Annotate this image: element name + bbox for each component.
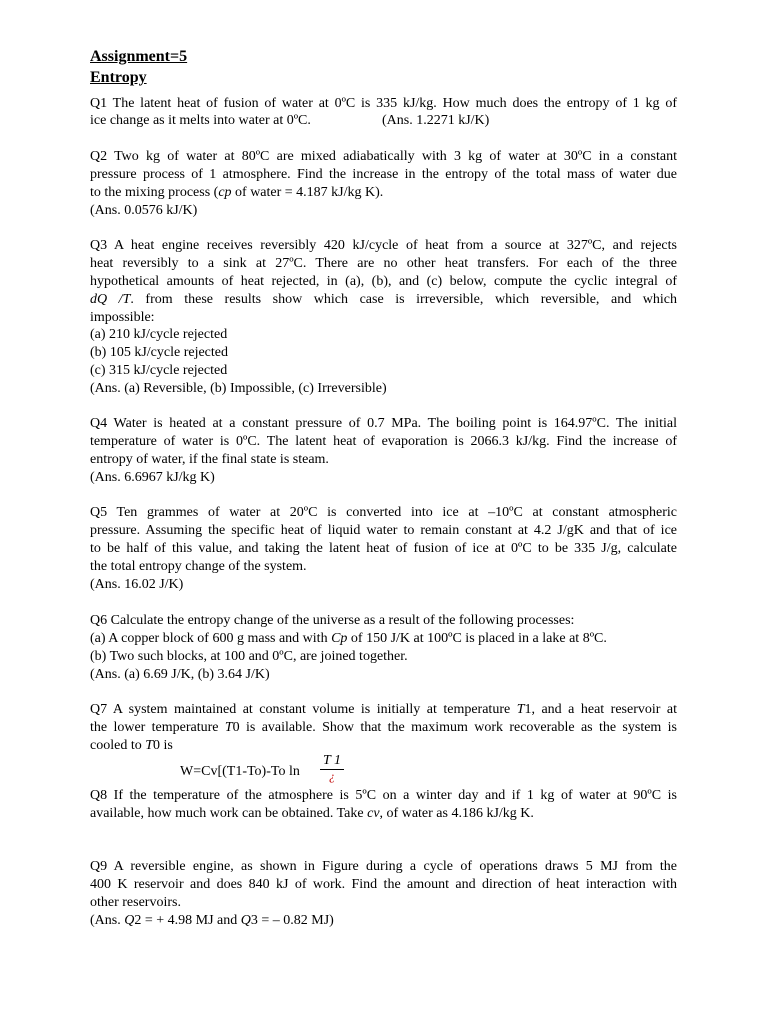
q3-option-b: (b) 105 kJ/cycle rejected [90, 345, 228, 360]
q7-text-1a: Q7 A system maintained at constant volume is initially at temperature [90, 702, 517, 717]
q8-line-2 [90, 805, 534, 822]
q6-answer: (Ans. (a) 6.69 J/K, (b) 3.64 J/K) [90, 667, 270, 682]
q4-answer: (Ans. 6.6967 kJ/kg K) [90, 470, 215, 485]
q9-q3-symbol: Q [240, 913, 251, 928]
q1-answer: (Ans. 1.2271 kJ/K) [382, 113, 490, 128]
q7-text-3a: cooled to [90, 738, 146, 753]
q1-text: ice change as it melts into water at 0ºC. [90, 113, 311, 128]
q2-line-3 [90, 184, 383, 201]
q9-q2-symbol: Q [124, 913, 135, 928]
q7-formula: W=Cv[(T1-To)-To ln [180, 764, 300, 779]
q5-answer: (Ans. 16.02 J/K) [90, 577, 184, 592]
q9-answer [90, 912, 334, 929]
q2-cp-symbol: cp [218, 185, 232, 200]
q3-option-c: (c) 315 kJ/cycle rejected [90, 363, 228, 378]
q9-ans-c: 2 = + 4.98 MJ and [134, 913, 241, 928]
q7-text-3c: 0 is [153, 738, 173, 753]
q9-ans-a: (Ans. [90, 913, 125, 928]
q1-line-1: Q1 The latent heat of fusion of water at 0ºC is 335 kJ/kg. How much does the entropy of 1 kg of [90, 96, 677, 111]
q5-line-3: to be half of this value, and taking the latent heat of fusion of ice at 0ºC to be 335 J/g, calculate [90, 541, 677, 556]
q5-line-2: pressure. Assuming the specific heat of liquid water to remain constant at 4.2 J/gK and that of ice [90, 523, 677, 538]
q3-answer: (Ans. (a) Reversible, (b) Impossible, (c) Irreversible) [90, 381, 387, 396]
q2-line-2: pressure process of 1 atmosphere. Find the increase in the entropy of the total mass of water due [90, 167, 677, 182]
q5-line-1: Q5 Ten grammes of water at 20ºC is converted into ice at –10ºC at constant atmospheric [90, 505, 677, 520]
q3-line-2: heat reversibly to a sink at 27ºC. There are no other heat transfers. For each of the three [90, 256, 677, 271]
q9-ans-e: 3 = – 0.82 MJ) [250, 913, 334, 928]
q2-line-1: Q2 Two kg of water at 80ºC are mixed adiabatically with 3 kg of water at 30ºC in a constant [90, 149, 677, 164]
q4-line-1: Q4 Water is heated at a constant pressure of 0.7 MPa. The boiling point is 164.97ºC. The initial [90, 416, 677, 431]
q3-text-b: . from these results show which case is irreversible, which reversible, and which [130, 292, 677, 307]
q6-option-b: (b) Two such blocks, at 100 and 0ºC, are joined together. [90, 649, 408, 664]
q5-line-4: the total entropy change of the system. [90, 559, 307, 574]
q6-cp-symbol: Cp [331, 631, 348, 646]
q8-text-2c: , of water as 4.186 kJ/kg K. [379, 806, 534, 821]
q7-line-3 [90, 737, 173, 754]
q6-a-text-1: (a) A copper block of 600 g mass and with [90, 631, 332, 646]
q7-text-2c: 0 is available. Show that the maximum work recoverable as the system is [232, 720, 677, 735]
q7-t0-symbol: T [224, 720, 233, 735]
q2-text-c: of water = 4.187 kJ/kg K). [231, 185, 384, 200]
q7-line-2 [90, 719, 677, 736]
q9-line-2: 400 K reservoir and does 840 kJ of work. Find the amount and direction of heat interaction with [90, 877, 677, 892]
q8-cv-symbol: cv [367, 806, 380, 821]
q6-option-a [90, 630, 607, 647]
q3-line-4 [90, 291, 677, 308]
q7-fraction-numerator: T 1 [322, 753, 342, 768]
q7-t-symbol: T [516, 702, 525, 717]
q1-line-2 [90, 112, 677, 129]
q7-fraction [320, 754, 344, 782]
q9-line-1: Q9 A reversible engine, as shown in Figure during a cycle of operations draws 5 MJ from the [90, 859, 677, 874]
q7-text-1c: 1, and a heat reservoir at [524, 702, 678, 717]
q3-line-3: hypothetical amounts of heat rejected, in (a), (b), and (c) below, compute the cyclic integral of [90, 274, 677, 289]
q2-text-a: to the mixing process ( [90, 185, 219, 200]
q3-line-5: impossible: [90, 310, 155, 325]
q7-fraction-denominator: ¿ [329, 769, 335, 783]
assignment-title: Assignment=5 [90, 48, 188, 65]
q4-line-3: entropy of water, if the final state is steam. [90, 452, 329, 467]
q3-integral-symbol: dQ /T [90, 292, 131, 307]
topic-title: Entropy [90, 69, 147, 86]
q7-t0-symbol-2: T [145, 738, 154, 753]
q2-answer: (Ans. 0.0576 kJ/K) [90, 203, 198, 218]
q7-text-2a: the lower temperature [90, 720, 225, 735]
q6-line-1: Q6 Calculate the entropy change of the universe as a result of the following processes: [90, 613, 575, 628]
q6-a-text-3: of 150 J/K at 100ºC is placed in a lake at 8ºC. [347, 631, 607, 646]
q4-line-2: temperature of water is 0ºC. The latent heat of evaporation is 2066.3 kJ/kg. Find the increase of [90, 434, 677, 449]
q7-line-1 [90, 701, 677, 718]
q9-line-3: other reservoirs. [90, 895, 181, 910]
q3-option-a: (a) 210 kJ/cycle rejected [90, 327, 228, 342]
q8-text-2a: available, how much work can be obtained. Take [90, 806, 368, 821]
q3-line-1: Q3 A heat engine receives reversibly 420 kJ/cycle of heat from a source at 327ºC, and rejects [90, 238, 677, 253]
q8-line-1: Q8 If the temperature of the atmosphere is 5ºC on a winter day and if 1 kg of water at 90ºC is [90, 788, 677, 803]
